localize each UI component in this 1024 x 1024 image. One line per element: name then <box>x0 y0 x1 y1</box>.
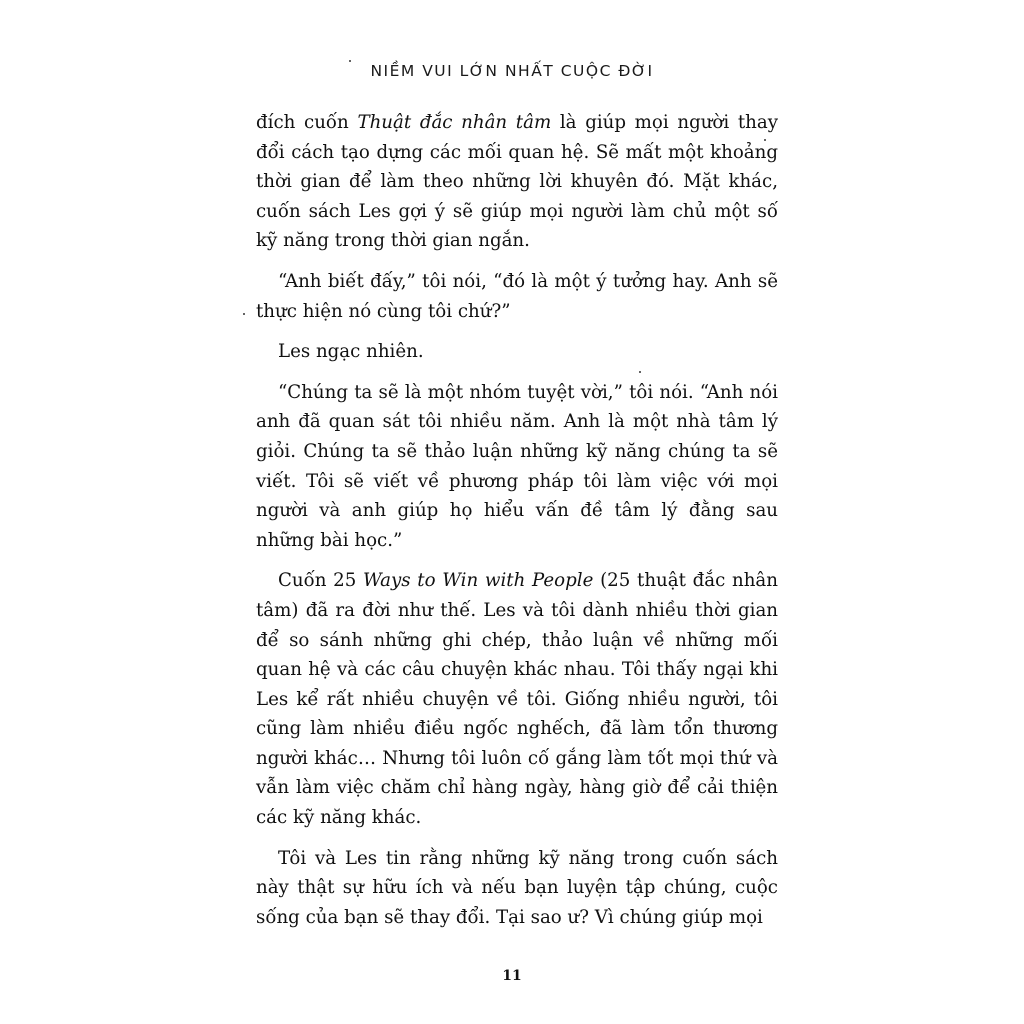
scan-speck <box>639 371 641 373</box>
text-run: là giúp mọi người thay đổi cách tạo dựng các mối quan hệ. Sẽ mất một khoảng thời gian để làm theo những lời khuyên đó. Mặt khác, cuốn sách Les gợi ý sẽ giúp mọi người làm chủ một số kỹ năng trong thời gian ngắn. <box>256 112 778 252</box>
text-run: Tôi và Les tin rằng những kỹ năng trong cuốn sách này thật sự hữu ích và nếu bạn luyện tập chúng, cuộc sống của bạn sẽ thay đổi. Tại sao ư? Vì chúng giúp mọi <box>256 847 778 928</box>
page-number: 11 <box>502 968 522 984</box>
text-run: “Anh biết đấy,” tôi nói, “đó là một ý tưởng hay. Anh sẽ thực hiện nó cùng tôi chứ?” <box>256 270 778 322</box>
paragraph <box>256 844 778 933</box>
text-run: (25 thuật đắc nhân tâm) đã ra đời như thế. Les và tôi dành nhiều thời gian để so sánh những ghi chép, thảo luận về những mối quan hệ và các câu chuyện khác nhau. Tôi thấy ngại khi Les kể rất nhiều chuyện về tôi. Giống nhiều người, tôi cũng làm nhiều điều ngốc nghếch, đã làm tổn thương người khác… Nhưng tôi luôn cố gắng làm tốt mọi thứ và vẫn làm việc chăm chỉ hàng ngày, hàng giờ để cải thiện các kỹ năng khác. <box>256 570 778 829</box>
scan-speck <box>243 313 245 315</box>
paragraph <box>256 566 778 832</box>
italic-title: Ways to Win with People <box>363 570 594 592</box>
text-run: “Chúng ta sẽ là một nhóm tuyệt vời,” tôi nói. “Anh nói anh đã quan sát tôi nhiều năm. Anh là một nhà tâm lý giỏi. Chúng ta sẽ thảo luận những kỹ năng chúng ta sẽ viết. Tôi sẽ viết về phương pháp tôi làm việc với mọi người và anh giúp họ hiểu vấn đề tâm lý đằng sau những bài học.” <box>256 381 778 551</box>
paragraph <box>256 378 778 556</box>
body-text <box>256 108 778 943</box>
paragraph <box>256 267 778 326</box>
running-head: NIỀM VUI LỚN NHẤT CUỘC ĐỜI <box>370 62 654 80</box>
text-run: Cuốn 25 <box>278 570 364 592</box>
italic-title: Thuật đắc nhân tâm <box>357 112 552 133</box>
paragraph <box>256 337 778 367</box>
scan-speck <box>349 60 351 62</box>
text-run: đích cuốn <box>256 112 358 133</box>
scan-speck <box>764 139 766 141</box>
paragraph <box>256 108 778 256</box>
text-run: Les ngạc nhiên. <box>278 341 424 363</box>
